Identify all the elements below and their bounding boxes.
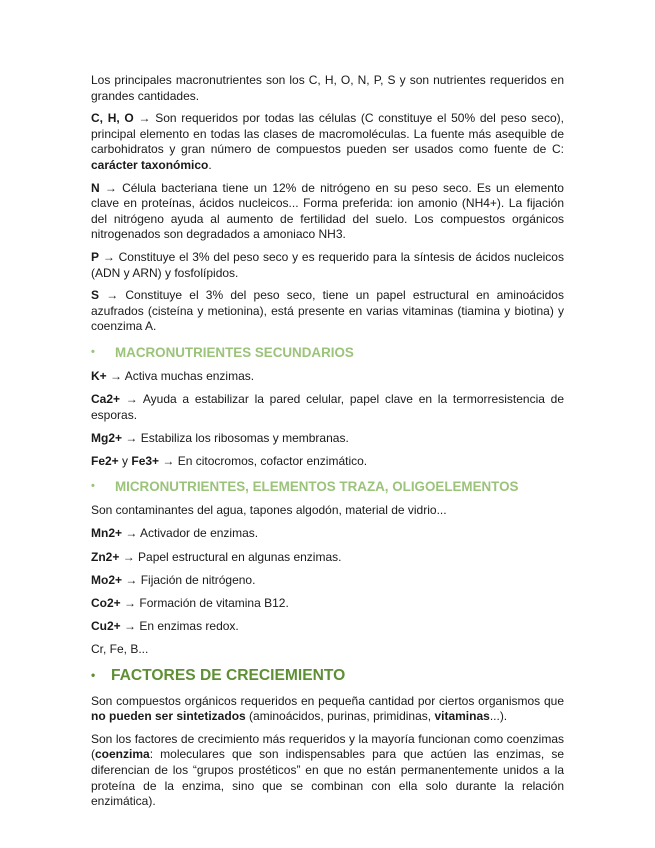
intro-paragraph: Los principales macronutrientes son los C, H, O, N, P, S y son nutrientes requeridos en grandes cantidades. xyxy=(91,73,564,103)
bullet-icon: • xyxy=(91,480,95,493)
mg-text: Estabiliza los ribosomas y membranas. xyxy=(140,430,349,445)
document-body xyxy=(91,73,564,817)
cho-label: C, H, O xyxy=(91,111,134,126)
mn-label: Mn2+ xyxy=(91,526,123,541)
bold-run: vitaminas xyxy=(434,709,490,724)
text-run: Son compuestos orgánicos requeridos en pequeña cantidad por ciertos organismos que xyxy=(91,693,564,708)
bold-run: coenzima xyxy=(95,747,150,762)
s-text: Constituye el 3% del peso seco, tiene un papel estructural en aminoácidos azufrados (cisteína y metionina), está presente en varias vitaminas (tiamina y biotina) y coenzima A. xyxy=(91,288,564,334)
factores-paragraph-2 xyxy=(91,732,564,810)
bullet-icon: • xyxy=(91,345,95,358)
heading-factores-crecimiento xyxy=(91,666,564,685)
arrow-glyph: → xyxy=(122,549,135,564)
ca-text: Ayuda a estabilizar la pared celular, papel clave en la termorresistencia de esporas. xyxy=(91,392,564,422)
p-paragraph xyxy=(91,250,564,281)
arrow-glyph: → xyxy=(104,180,117,195)
arrow-glyph: → xyxy=(138,111,151,126)
mo-text: Fijación de nitrógeno. xyxy=(140,572,256,587)
zn-text: Papel estructural en algunas enzimas. xyxy=(138,549,342,564)
n-label: N xyxy=(91,180,100,195)
factores-paragraph-1 xyxy=(91,694,564,725)
mg-paragraph xyxy=(91,431,564,447)
mn-text: Activador de enzimas. xyxy=(140,526,259,541)
fe3-label: Fe3+ xyxy=(131,453,160,468)
mn-paragraph xyxy=(91,526,564,542)
mo-label: Mo2+ xyxy=(91,572,123,587)
fe-text: En citocromos, cofactor enzimático. xyxy=(177,453,368,468)
bold-run: no pueden ser sintetizados xyxy=(91,709,246,724)
cho-paragraph xyxy=(91,111,564,173)
n-text: Célula bacteriana tiene un 12% de nitrógeno en su peso seco. Es un elemento clave en proteínas, ácidos nucleicos... Forma preferida: ion amonio (NH4+). La fijación del nitrógeno ayuda al aumento de fertilidad del suelo. Los compuestos orgánicos nitrogenados son degradados a amoniaco NH3. xyxy=(91,180,564,242)
text-run: : moleculares que son indispensables para que actúen las enzimas, se diferencian de los “grupos prostéticos” en que no están permanentemente unidos a la proteína de la enzima, sino que se combinan con ella solo durante la relación enzimática). xyxy=(91,747,564,809)
ca-label: Ca2+ xyxy=(91,392,121,406)
heading-text: MACRONUTRIENTES SECUNDARIOS xyxy=(115,344,354,360)
s-label: S xyxy=(91,288,100,303)
heading-text: FACTORES DE CRECIEMIENTO xyxy=(111,666,346,684)
others-paragraph: Cr, Fe, B... xyxy=(91,641,149,656)
text-run: Son los factores de crecimiento más requeridos y la mayoría funcionan como coenzimas ( xyxy=(91,731,564,762)
text-run: ...). xyxy=(489,709,508,724)
cu-paragraph xyxy=(91,619,564,635)
text-run: (aminoácidos, purinas, primidinas, xyxy=(245,709,435,724)
cho-text: Son requeridos por todas las células (C constituye el 50% del peso seco), principal elemento en todas las clases de macromoléculas. La fuente más asequible de carbohidratos y gran número de compuestos pueden ser usados como fuente de C: xyxy=(91,111,564,157)
arrow-glyph: → xyxy=(125,392,138,406)
cho-bold-end: carácter taxonómico xyxy=(91,157,209,172)
heading-text: MICRONUTRIENTES, ELEMENTOS TRAZA, OLIGOELEMENTOS xyxy=(115,479,519,495)
ca-paragraph xyxy=(91,392,564,423)
s-paragraph xyxy=(91,288,564,335)
fe-paragraph xyxy=(91,454,564,470)
cu-label: Cu2+ xyxy=(91,618,121,633)
arrow-glyph: → xyxy=(125,572,138,587)
cho-end: . xyxy=(208,157,212,172)
mo-paragraph xyxy=(91,573,564,589)
co-paragraph xyxy=(91,596,564,612)
k-label: K+ xyxy=(91,368,107,383)
fe2-label: Fe2+ xyxy=(91,453,119,468)
mg-label: Mg2+ xyxy=(91,430,123,445)
arrow-glyph: → xyxy=(125,526,138,541)
arrow-glyph: → xyxy=(110,368,123,383)
micro-intro: Son contaminantes del agua, tapones algodón, material de vidrio... xyxy=(91,503,447,518)
p-label: P xyxy=(91,249,100,264)
co-text: Formación de vitamina B12. xyxy=(139,595,289,610)
zn-paragraph xyxy=(91,550,564,566)
cu-text: En enzimas redox. xyxy=(139,618,239,633)
zn-label: Zn2+ xyxy=(91,549,120,564)
n-paragraph xyxy=(91,181,564,243)
arrow-glyph: → xyxy=(124,618,137,633)
arrow-glyph: → xyxy=(102,249,115,264)
arrow-glyph: → xyxy=(106,288,119,303)
p-text: Constituye el 3% del peso seco y es requerido para la síntesis de ácidos nucleicos (ADN y ARN) y fosfolípidos. xyxy=(91,249,564,280)
k-paragraph xyxy=(91,369,564,385)
heading-micronutrientes xyxy=(91,478,564,495)
arrow-glyph: → xyxy=(124,595,137,610)
arrow-glyph: → xyxy=(125,430,138,445)
k-text: Activa muchas enzimas. xyxy=(124,368,255,383)
bullet-icon: • xyxy=(91,667,96,682)
heading-macronutrientes-secundarios xyxy=(91,344,564,361)
arrow-glyph: → xyxy=(162,453,175,468)
co-label: Co2+ xyxy=(91,595,121,610)
fe-joiner: y xyxy=(118,453,132,468)
